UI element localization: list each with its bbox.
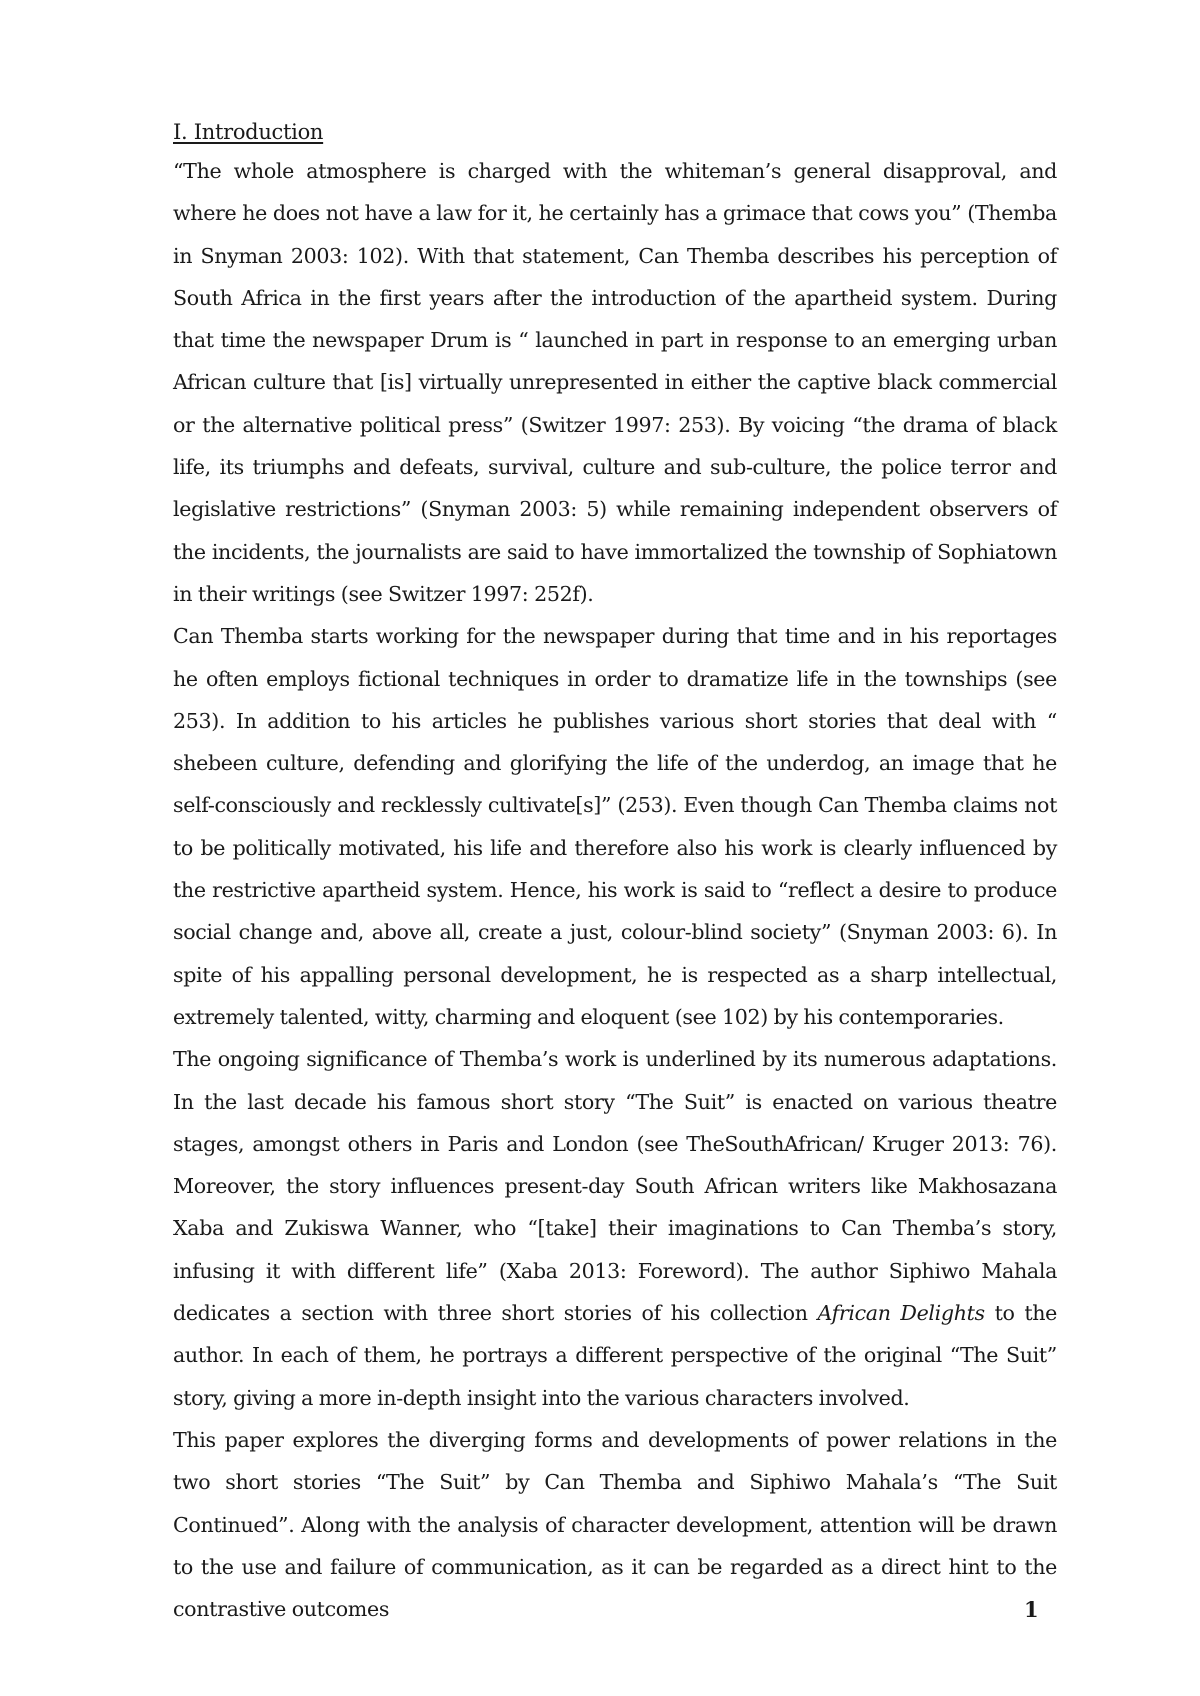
section-heading: I. Introduction (173, 120, 324, 144)
paragraph-1-text: “The whole atmosphere is charged with the whiteman’s general disapproval, and where he does not have a law for it, he certainly has a grimace that cows you” (Themba in Snyman 2003: 102). With that statement, Can Themba describes his perception of South Africa in the first years after the introduction of the apartheid system. During that time the newspaper Drum is “ launched in part in response to an emerging urban African culture that [is] virtually unrepresented in either the captive black commercial or the alternative political press” (Switzer 1997: 253). By voicing “the drama of black life, its triumphs and defeats, survival, culture and sub-culture, the police terror and legislative restrictions” (Snyman 2003: 5) while remaining independent observers of the incidents, the journalists are said to have immortalized the township of Sophiatown in their writings (see Switzer 1997: 252f). (173, 159, 1057, 606)
paragraph-4-text: This paper explores the diverging forms and developments of power relations in the two short stories “The Suit” by Can Themba and Siphiwo Mahala’s “The Suit Continued”. Along with the analysis of character development, attention will be drawn to the use and failure of communication, as it can be regarded as a direct hint to the contrastive outcomes (173, 1427, 1057, 1622)
paragraph-3-text-after: to the author. In each of them, he portrays a different perspective of the original “The Suit” story, giving a more in-depth insight into the various characters involved. (173, 1301, 1057, 1410)
paragraph-4 (173, 1419, 1057, 1630)
document-page (173, 116, 1057, 1630)
paragraph-3 (173, 1038, 1057, 1419)
page-number: 1 (1024, 1597, 1039, 1622)
paragraph-2-text: Can Themba starts working for the newspaper during that time and in his reportages he often employs fictional techniques in order to dramatize life in the townships (see 253). In addition to his articles he publishes various short stories that deal with “ shebeen culture, defending and glorifying the life of the underdog, an image that he self-consciously and recklessly cultivate[s]” (253). Even though Can Themba claims not to be politically motivated, his life and therefore also his work is clearly influenced by the restrictive apartheid system. Hence, his work is said to “reflect a desire to produce social change and, above all, create a just, colour-blind society” (Snyman 2003: 6). In spite of his appalling personal development, he is respected as a sharp intellectual, extremely talented, witty, charming and eloquent (see 102) by his contemporaries. (173, 624, 1057, 1029)
book-title-italic: African Delights (817, 1301, 985, 1326)
paragraph-2 (173, 615, 1057, 1038)
paragraph-3-text-before: The ongoing significance of Themba’s work is underlined by its numerous adaptations. In the last decade his famous short story “The Suit” is enacted on various theatre stages, amongst others in Paris and London (see TheSouthAfrican/ Kruger 2013: 76). Moreover, the story influences present-day South African writers like Makhosazana Xaba and Zukiswa Wanner, who “[take] their imaginations to Can Themba’s story, infusing it with different life” (Xaba 2013: Foreword). The author Siphiwo Mahala dedicates a section with three short stories of his collection (173, 1047, 1057, 1326)
paragraph-1 (173, 150, 1057, 615)
